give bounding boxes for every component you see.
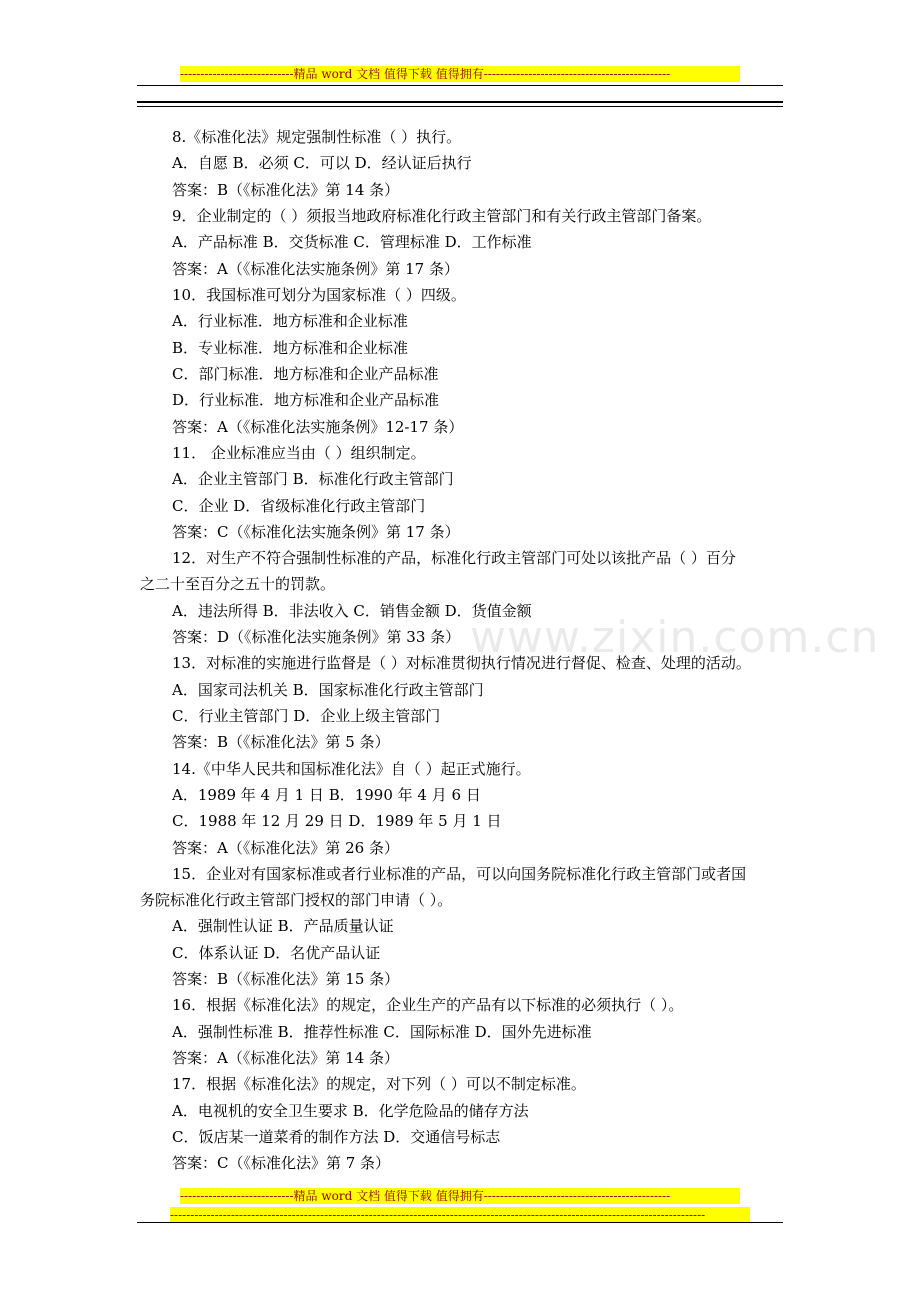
watermark: www.zixin.com.cn <box>470 612 880 663</box>
answer-15: 答案：B（《标准化法》第 15 条） <box>172 970 400 988</box>
question-10: 10．我国标准可划分为国家标准（ ）四级。 <box>172 286 466 304</box>
question-8: 8.《标准化法》规定强制性标准（ ）执行。 <box>172 128 462 146</box>
options-13-ab: A．国家司法机关 B．国家标准化行政主管部门 <box>172 681 484 699</box>
options-15-cd: C．体系认证 D．名优产品认证 <box>172 944 381 962</box>
answer-17: 答案：C（《标准化法》第 7 条） <box>172 1154 391 1172</box>
question-12-cont: 之二十至百分之五十的罚款。 <box>140 575 336 593</box>
question-16: 16．根据《标准化法》的规定，企业生产的产品有以下标准的必须执行（ ）。 <box>172 996 684 1014</box>
answer-10: 答案：A（《标准化法实施条例》12-17 条） <box>172 418 464 436</box>
options-16: A．强制性标准 B．推荐性标准 C．国际标准 D．国外先进标准 <box>172 1023 592 1041</box>
footer-rule <box>137 1222 783 1223</box>
header-rule-thin <box>137 85 783 86</box>
options-9: A．产品标准 B．交货标准 C．管理标准 D．工作标准 <box>172 233 532 251</box>
question-15: 15．企业对有国家标准或者行业标准的产品，可以向国务院标准化行政主管部门或者国 <box>172 865 747 883</box>
question-13: 13．对标准的实施进行监督是（ ）对标准贯彻执行情况进行督促、检查、处理的活动。 <box>172 654 751 672</box>
answer-12: 答案：D（《标准化法实施条例》第 33 条） <box>172 628 461 646</box>
header-rule-bottom <box>137 106 783 107</box>
options-11-cd: C．企业 D．省级标准化行政主管部门 <box>172 497 426 515</box>
question-14: 14.《中华人民共和国标准化法》自（ ）起正式施行。 <box>172 760 531 778</box>
options-12: A．违法所得 B．非法收入 C．销售金额 D．货值金额 <box>172 602 532 620</box>
options-14-ab: A．1989 年 4 月 1 日 B．1990 年 4 月 6 日 <box>172 786 481 804</box>
header-rule-thick <box>137 101 783 103</box>
options-8: A．自愿 B．必须 C．可以 D．经认证后执行 <box>172 154 472 172</box>
options-17-cd: C．饭店某一道菜肴的制作方法 D．交通信号标志 <box>172 1128 501 1146</box>
question-17: 17．根据《标准化法》的规定，对下列（ ）可以不制定标准。 <box>172 1075 586 1093</box>
option-10-b: B．专业标准．地方标准和企业标准 <box>172 339 409 357</box>
option-10-c: C．部门标准．地方标准和企业产品标准 <box>172 365 439 383</box>
option-10-d: D．行业标准．地方标准和企业产品标准 <box>172 391 440 409</box>
question-9: 9．企业制定的（ ）须报当地政府标准化行政主管部门和有关行政主管部门备案。 <box>172 207 712 225</box>
answer-14: 答案：A（《标准化法》第 26 条） <box>172 839 399 857</box>
options-13-cd: C．行业主管部门 D．企业上级主管部门 <box>172 707 441 725</box>
question-11: 11． 企业标准应当由（ ）组织制定。 <box>172 444 426 462</box>
answer-11: 答案：C（《标准化法实施条例》第 17 条） <box>172 523 460 541</box>
question-15-cont: 务院标准化行政主管部门授权的部门申请（ ）。 <box>140 891 453 909</box>
answer-16: 答案：A（《标准化法》第 14 条） <box>172 1049 399 1067</box>
footer-banner: ----------------------------精品 word 文档 值得下载 值得拥有---------------------------------------------- <box>180 1188 740 1204</box>
option-10-a: A．行业标准．地方标准和企业标准 <box>172 312 408 330</box>
answer-13: 答案：B（《标准化法》第 5 条） <box>172 733 390 751</box>
answer-8: 答案：B（《标准化法》第 14 条） <box>172 181 400 199</box>
options-17-ab: A．电视机的安全卫生要求 B．化学危险品的储存方法 <box>172 1102 529 1120</box>
options-11-ab: A．企业主管部门 B．标准化行政主管部门 <box>172 470 454 488</box>
question-12: 12．对生产不符合强制性标准的产品，标准化行政主管部门可处以该批产品（ ）百分 <box>172 549 736 567</box>
options-14-cd: C．1988 年 12 月 29 日 D．1989 年 5 月 1 日 <box>172 812 502 830</box>
options-15-ab: A．强制性认证 B．产品质量认证 <box>172 917 394 935</box>
answer-9: 答案：A（《标准化法实施条例》第 17 条） <box>172 260 459 278</box>
header-banner: ----------------------------精品 word 文档 值得下载 值得拥有---------------------------------------------- <box>180 66 740 82</box>
footer-dash-line: ------------------------------------------------------------------------------------------------------------------------------------ <box>170 1207 750 1223</box>
